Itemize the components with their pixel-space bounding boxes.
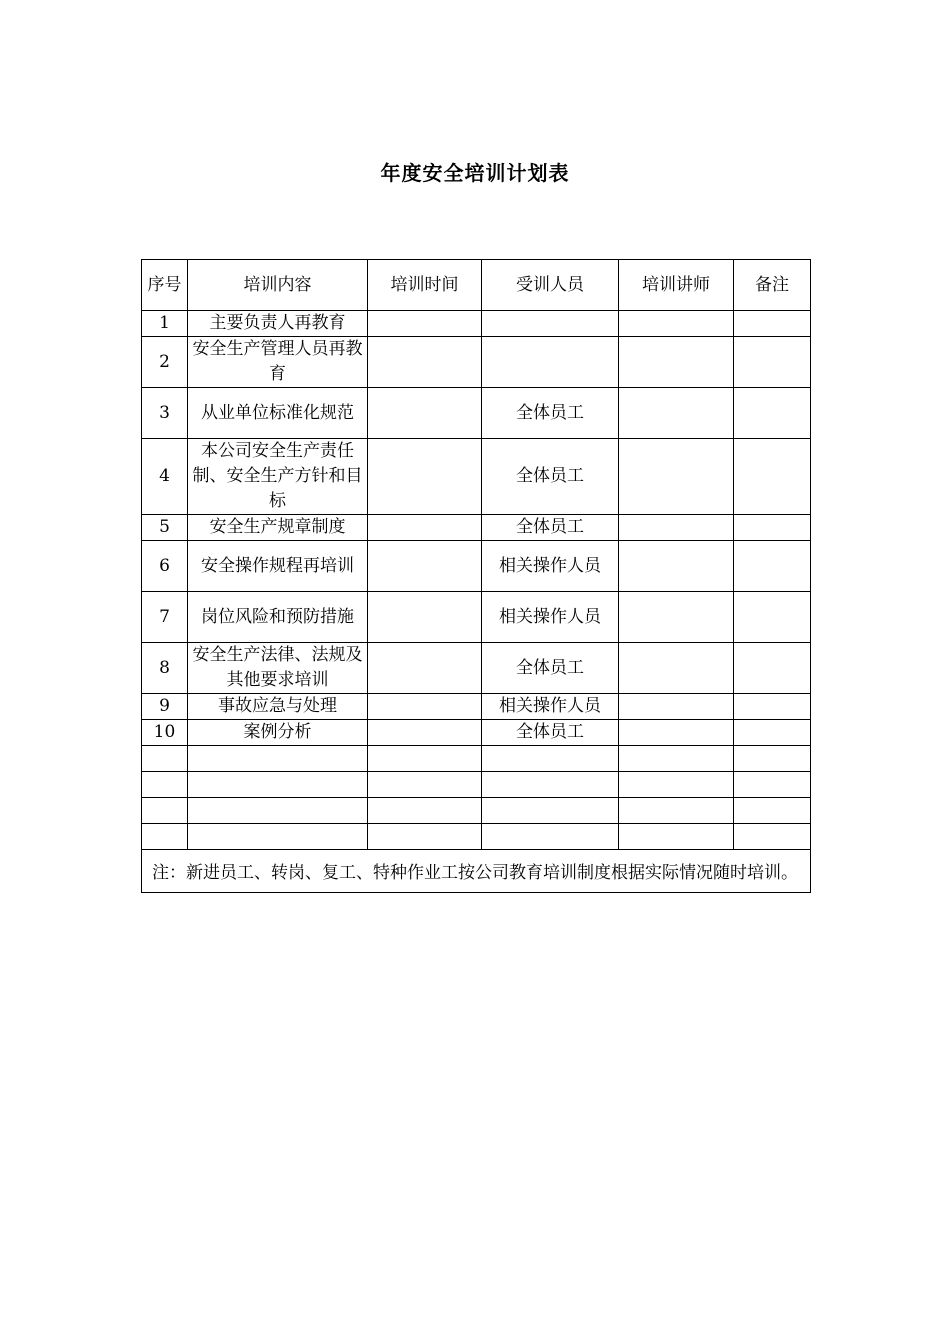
empty-cell <box>734 798 811 824</box>
cell-remarks <box>734 694 811 720</box>
empty-cell <box>482 824 619 850</box>
empty-table-row <box>142 772 811 798</box>
empty-cell <box>142 798 188 824</box>
cell-trainer <box>619 515 734 541</box>
cell-trainer <box>619 720 734 746</box>
cell-index: 6 <box>142 541 188 592</box>
table-row <box>142 515 811 541</box>
cell-content: 安全生产规章制度 <box>188 515 368 541</box>
cell-time <box>368 337 482 388</box>
cell-trainees <box>482 311 619 337</box>
cell-content: 案例分析 <box>188 720 368 746</box>
header-time: 培训时间 <box>368 260 482 311</box>
empty-cell <box>368 746 482 772</box>
empty-cell <box>188 798 368 824</box>
empty-cell <box>188 772 368 798</box>
header-index: 序号 <box>142 260 188 311</box>
empty-cell <box>734 772 811 798</box>
cell-index: 8 <box>142 643 188 694</box>
cell-trainer <box>619 388 734 439</box>
cell-remarks <box>734 337 811 388</box>
empty-cell <box>482 746 619 772</box>
empty-table-row <box>142 824 811 850</box>
cell-content: 安全操作规程再培训 <box>188 541 368 592</box>
cell-trainees: 相关操作人员 <box>482 694 619 720</box>
empty-cell <box>368 772 482 798</box>
table-row <box>142 643 811 694</box>
empty-cell <box>734 824 811 850</box>
cell-remarks <box>734 439 811 515</box>
cell-index: 10 <box>142 720 188 746</box>
training-plan-table <box>141 259 811 893</box>
cell-content: 安全生产管理人员再教育 <box>188 337 368 388</box>
table-row <box>142 592 811 643</box>
empty-cell <box>619 824 734 850</box>
header-trainer: 培训讲师 <box>619 260 734 311</box>
empty-cell <box>368 824 482 850</box>
empty-cell <box>482 772 619 798</box>
cell-time <box>368 694 482 720</box>
table-header-row <box>142 260 811 311</box>
cell-index: 5 <box>142 515 188 541</box>
cell-trainees: 相关操作人员 <box>482 592 619 643</box>
cell-remarks <box>734 515 811 541</box>
empty-cell <box>619 746 734 772</box>
table-row <box>142 311 811 337</box>
empty-cell <box>368 798 482 824</box>
cell-time <box>368 515 482 541</box>
empty-cell <box>142 746 188 772</box>
table-note: 注：新进员工、转岗、复工、特种作业工按公司教育培训制度根据实际情况随时培训。 <box>152 863 798 883</box>
table-row <box>142 720 811 746</box>
cell-trainer <box>619 643 734 694</box>
empty-cell <box>188 746 368 772</box>
note-row <box>142 850 811 893</box>
cell-index: 4 <box>142 439 188 515</box>
empty-table-row <box>142 746 811 772</box>
cell-trainees: 全体员工 <box>482 439 619 515</box>
cell-index: 9 <box>142 694 188 720</box>
header-remarks: 备注 <box>734 260 811 311</box>
cell-time <box>368 643 482 694</box>
cell-trainees <box>482 337 619 388</box>
cell-time <box>368 388 482 439</box>
cell-time <box>368 311 482 337</box>
empty-cell <box>142 772 188 798</box>
note-cell <box>142 850 811 893</box>
empty-cell <box>482 798 619 824</box>
cell-trainees: 相关操作人员 <box>482 541 619 592</box>
cell-trainer <box>619 541 734 592</box>
table-row <box>142 337 811 388</box>
cell-content: 本公司安全生产责任制、安全生产方针和目标 <box>188 439 368 515</box>
cell-index: 7 <box>142 592 188 643</box>
cell-remarks <box>734 311 811 337</box>
cell-trainees: 全体员工 <box>482 720 619 746</box>
table-row <box>142 694 811 720</box>
cell-index: 2 <box>142 337 188 388</box>
cell-remarks <box>734 720 811 746</box>
table-row <box>142 388 811 439</box>
header-content: 培训内容 <box>188 260 368 311</box>
table-row <box>142 541 811 592</box>
empty-cell <box>142 824 188 850</box>
empty-cell <box>619 772 734 798</box>
cell-time <box>368 720 482 746</box>
cell-trainees: 全体员工 <box>482 388 619 439</box>
cell-time <box>368 439 482 515</box>
cell-content: 主要负责人再教育 <box>188 311 368 337</box>
cell-content: 从业单位标准化规范 <box>188 388 368 439</box>
cell-trainer <box>619 337 734 388</box>
header-trainees: 受训人员 <box>482 260 619 311</box>
cell-trainer <box>619 439 734 515</box>
cell-time <box>368 541 482 592</box>
empty-cell <box>619 798 734 824</box>
cell-remarks <box>734 592 811 643</box>
cell-trainees: 全体员工 <box>482 515 619 541</box>
cell-time <box>368 592 482 643</box>
page-title: 年度安全培训计划表 <box>380 161 570 185</box>
cell-content: 岗位风险和预防措施 <box>188 592 368 643</box>
empty-table-row <box>142 798 811 824</box>
cell-content: 事故应急与处理 <box>188 694 368 720</box>
cell-remarks <box>734 541 811 592</box>
cell-trainees: 全体员工 <box>482 643 619 694</box>
table-row <box>142 439 811 515</box>
cell-trainer <box>619 592 734 643</box>
cell-remarks <box>734 388 811 439</box>
cell-index: 1 <box>142 311 188 337</box>
cell-content: 安全生产法律、法规及其他要求培训 <box>188 643 368 694</box>
cell-trainer <box>619 694 734 720</box>
empty-cell <box>734 746 811 772</box>
cell-trainer <box>619 311 734 337</box>
cell-remarks <box>734 643 811 694</box>
empty-cell <box>188 824 368 850</box>
cell-index: 3 <box>142 388 188 439</box>
